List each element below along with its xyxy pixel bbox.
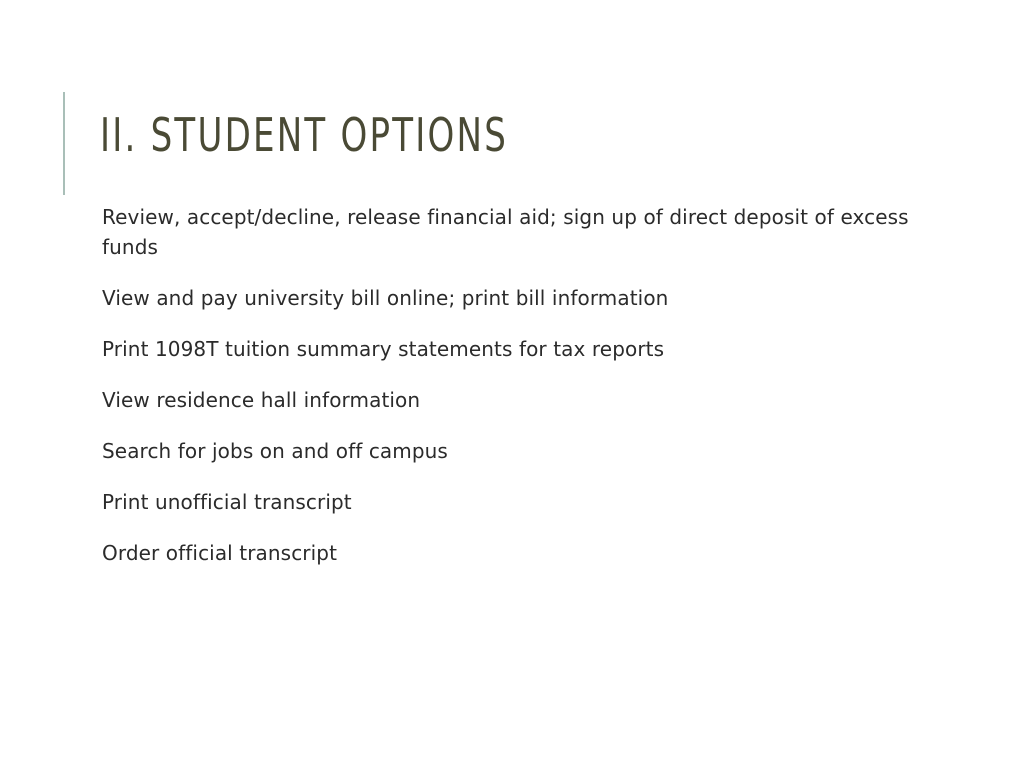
bullet-item: Search for jobs on and off campus [102, 439, 448, 463]
slide-title: II. STUDENT OPTIONS [100, 108, 509, 162]
bullet-item: Print 1098T tuition summary statements for tax reports [102, 337, 665, 361]
bullet-item: View residence hall information [102, 388, 421, 412]
bullet-item: Order official transcript [102, 541, 338, 565]
bullet-list [102, 202, 932, 589]
bullet-item: Review, accept/decline, release financial aid; sign up of direct deposit of excess funds [102, 205, 909, 259]
bullet-item: View and pay university bill online; print bill information [102, 286, 669, 310]
title-accent-bar [63, 92, 65, 195]
bullet-item: Print unofficial transcript [102, 490, 352, 514]
